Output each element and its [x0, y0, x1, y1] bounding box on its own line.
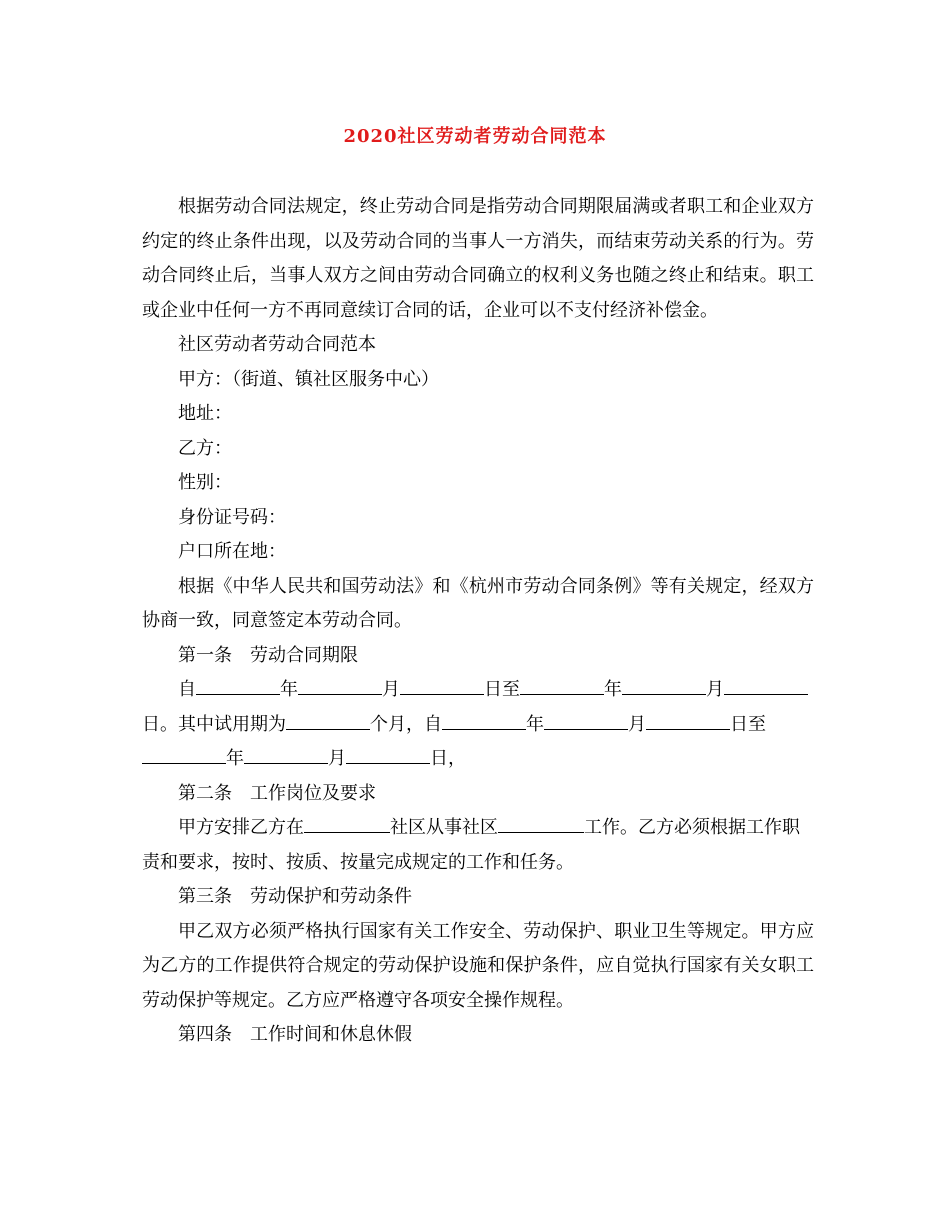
article-4-heading [142, 1018, 814, 1053]
article-1-heading [142, 639, 814, 674]
probation-start-day-blank [646, 711, 730, 730]
id-number-line: 身份证号码： [178, 506, 286, 528]
document-title: 2020社区劳动者劳动合同范本 [343, 126, 607, 147]
contract-subtitle: 社区劳动者劳动合同范本 [178, 334, 376, 355]
contract-term-paragraph [142, 673, 814, 777]
probation-start-year-blank [442, 711, 526, 730]
job-position-paragraph [142, 811, 814, 880]
gender-line: 性别： [178, 472, 232, 493]
job-line-2: 责和要求，按时、按质、按量完成规定的工作和任务。 [142, 851, 574, 873]
household-line: 户口所在地： [178, 541, 286, 562]
term-line-1: 自 年 月 日至 年 月 [142, 673, 814, 708]
article-4-title: 工作时间和休息休假 [250, 1024, 412, 1045]
address-line: 地址： [178, 403, 232, 424]
work-type-blank [498, 814, 584, 833]
probation-months-blank [286, 711, 370, 730]
article-1-number: 第一条 [178, 644, 232, 666]
job-line-1: 甲方安排乙方在 社区从事社区 工作。乙方必须根据工作职 [142, 811, 814, 846]
probation-end-day-blank [346, 745, 430, 764]
article-1-title: 劳动合同期限 [250, 644, 358, 666]
article-4-number: 第四条 [178, 1024, 232, 1045]
article-2-heading [142, 777, 814, 812]
end-year-blank [520, 676, 604, 695]
article-3-number: 第三条 [178, 886, 232, 907]
intro-paragraph: 根据劳动合同法规定，终止劳动合同是指劳动合同期限届满或者职工和企业双方约定的终止条件出现，以及劳动合同的当事人一方消失，而结束劳动关系的行为。劳动合同终止后，当事人双方之间由劳动合同确立的权利义务也随之终止和结束。职工或企业中任何一方不再同意续订合同的话，企业可以不支付经济补偿金。 [142, 196, 814, 321]
article-3-heading [142, 880, 814, 915]
party-b-line: 乙方： [178, 437, 232, 459]
legal-basis-paragraph: 根据《中华人民共和国劳动法》和《杭州市劳动合同条例》等有关规定，经双方协商一致，同意签定本劳动合同。 [142, 575, 814, 631]
probation-end-year-blank [142, 745, 226, 764]
probation-start-month-blank [544, 711, 628, 730]
term-line-3: 年 月 日， [142, 742, 814, 777]
probation-end-month-blank [244, 745, 328, 764]
end-day-blank [724, 676, 808, 695]
term-line-2: 日。其中试用期为 个月，自 年 月 日至 [142, 708, 814, 743]
start-month-blank [298, 676, 382, 695]
labor-protection-paragraph: 甲乙双方必须严格执行国家有关工作安全、劳动保护、职业卫生等规定。甲方应为乙方的工作提供符合规定的劳动保护设施和保护条件，应自觉执行国家有关女职工劳动保护等规定。乙方应严格遵守各项安全操作规程。 [142, 920, 814, 1011]
article-2-title: 工作岗位及要求 [250, 782, 376, 804]
article-3-title: 劳动保护和劳动条件 [250, 886, 412, 907]
party-a-line: 甲方：（街道、镇社区服务中心） [178, 368, 439, 390]
end-month-blank [622, 676, 706, 695]
article-2-number: 第二条 [178, 782, 232, 804]
community-name-blank [304, 814, 390, 833]
document-body [142, 190, 814, 1053]
start-year-blank [196, 676, 280, 695]
start-day-blank [400, 676, 484, 695]
